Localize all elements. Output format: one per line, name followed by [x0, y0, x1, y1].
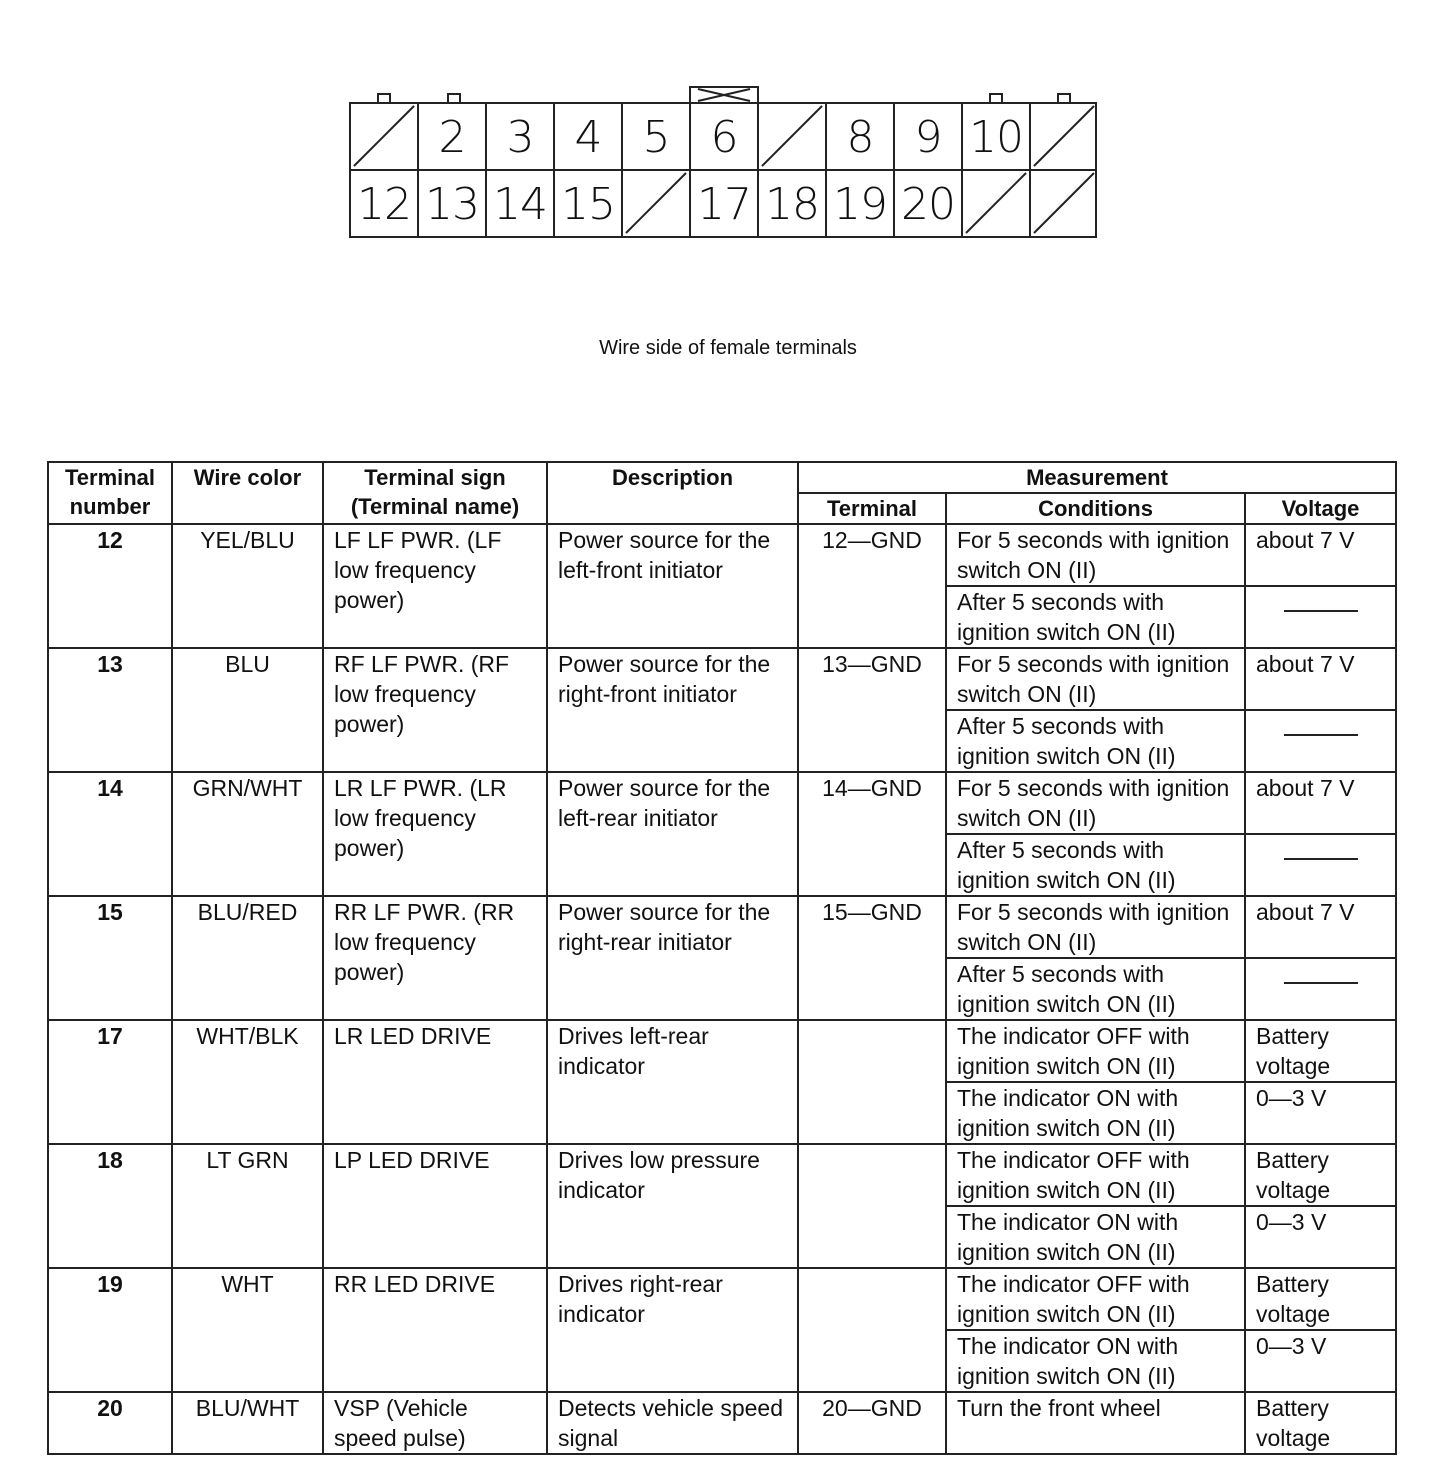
cell-voltage: about 7 V [1245, 524, 1396, 586]
header-wire-color: Wire color [172, 462, 323, 524]
table-row [48, 896, 1396, 958]
cell-terminal: 14—GND [798, 772, 946, 896]
header-terminal-sign: Terminal sign (Terminal name) [323, 462, 547, 524]
cell-voltage-none [1245, 586, 1396, 648]
cell-voltage: about 7 V [1245, 772, 1396, 834]
pin-13: 13 [425, 179, 479, 230]
pin-19: 19 [833, 179, 887, 230]
pin-15: 15 [561, 179, 615, 230]
cell-voltage: 0—3 V [1245, 1206, 1396, 1268]
header-description: Description [547, 462, 798, 524]
pin-14: 14 [493, 179, 547, 230]
cell-voltage: about 7 V [1245, 648, 1396, 710]
cell-description: Power source for the left-rear initiator [547, 772, 798, 896]
cell-terminal-number: 19 [48, 1268, 172, 1392]
cell-wire-color: BLU/RED [172, 896, 323, 1020]
table-row [48, 1392, 1396, 1454]
cell-condition: The indicator ON with ignition switch ON (II) [946, 1330, 1245, 1392]
cell-wire-color: BLU [172, 648, 323, 772]
table-row [48, 1268, 1396, 1330]
cell-terminal-sign: LP LED DRIVE [323, 1144, 547, 1268]
cell-wire-color: LT GRN [172, 1144, 323, 1268]
cell-condition: For 5 seconds with ignition switch ON (II) [946, 524, 1245, 586]
cell-wire-color: WHT [172, 1268, 323, 1392]
cell-terminal [798, 1144, 946, 1268]
cell-condition: The indicator ON with ignition switch ON (II) [946, 1082, 1245, 1144]
cell-terminal [798, 1268, 946, 1392]
cell-terminal-number: 12 [48, 524, 172, 648]
cell-wire-color: BLU/WHT [172, 1392, 323, 1454]
header-terminal: Terminal [798, 493, 946, 524]
cell-terminal: 15—GND [798, 896, 946, 1020]
cell-terminal-number: 14 [48, 772, 172, 896]
pin-10: 10 [969, 112, 1023, 163]
connector-caption: Wire side of female terminals [599, 337, 857, 359]
terminal-table [47, 461, 1397, 1455]
cell-terminal: 12—GND [798, 524, 946, 648]
cell-terminal-sign: RF LF PWR. (RF low frequency power) [323, 648, 547, 772]
table-row [48, 1144, 1396, 1206]
dash-line [1284, 858, 1358, 860]
cell-condition: The indicator OFF with ignition switch ON (II) [946, 1020, 1245, 1082]
cell-condition: The indicator ON with ignition switch ON (II) [946, 1206, 1245, 1268]
cell-terminal-number: 17 [48, 1020, 172, 1144]
pin-20: 20 [901, 179, 955, 230]
table-row [48, 524, 1396, 586]
cell-description: Detects vehicle speed signal [547, 1392, 798, 1454]
cell-terminal-sign: RR LF PWR. (RR low frequency power) [323, 896, 547, 1020]
cell-terminal-sign: RR LED DRIVE [323, 1268, 547, 1392]
cell-condition: The indicator OFF with ignition switch ON (II) [946, 1144, 1245, 1206]
cell-condition: After 5 seconds with ignition switch ON (II) [946, 586, 1245, 648]
cell-description: Power source for the left-front initiator [547, 524, 798, 648]
cell-condition: For 5 seconds with ignition switch ON (II) [946, 772, 1245, 834]
cell-terminal-sign: LF LF PWR. (LF low frequency power) [323, 524, 547, 648]
cell-terminal-number: 13 [48, 648, 172, 772]
cell-terminal-sign: LR LF PWR. (LR low frequency power) [323, 772, 547, 896]
cell-terminal-number: 18 [48, 1144, 172, 1268]
connector-diagram [348, 84, 1100, 244]
cell-voltage: Battery voltage [1245, 1144, 1396, 1206]
cell-terminal: 20—GND [798, 1392, 946, 1454]
cell-terminal: 13—GND [798, 648, 946, 772]
dash-line [1284, 982, 1358, 984]
cell-voltage-none [1245, 834, 1396, 896]
cell-wire-color: GRN/WHT [172, 772, 323, 896]
cell-voltage: 0—3 V [1245, 1330, 1396, 1392]
cell-voltage: Battery voltage [1245, 1020, 1396, 1082]
cell-condition: After 5 seconds with ignition switch ON (II) [946, 710, 1245, 772]
pin-17: 17 [697, 179, 751, 230]
cell-description: Drives left-rear indicator [547, 1020, 798, 1144]
pin-3: 3 [506, 112, 534, 163]
pin-4: 4 [574, 112, 602, 163]
pin-6: 6 [710, 112, 738, 163]
cell-terminal-number: 15 [48, 896, 172, 1020]
table-row [48, 648, 1396, 710]
table-body [48, 524, 1396, 1454]
cell-condition: After 5 seconds with ignition switch ON (II) [946, 834, 1245, 896]
dash-line [1284, 610, 1358, 612]
cell-terminal-sign: VSP (Vehicle speed pulse) [323, 1392, 547, 1454]
cell-description: Power source for the right-rear initiator [547, 896, 798, 1020]
pin-8: 8 [846, 112, 874, 163]
pin-18: 18 [765, 179, 819, 230]
cell-terminal-sign: LR LED DRIVE [323, 1020, 547, 1144]
header-voltage: Voltage [1245, 493, 1396, 524]
dash-line [1284, 734, 1358, 736]
header-measurement: Measurement [798, 462, 1396, 493]
header-terminal-number: Terminal number [48, 462, 172, 524]
cell-condition: The indicator OFF with ignition switch ON (II) [946, 1268, 1245, 1330]
pin-9: 9 [914, 112, 942, 163]
cell-wire-color: YEL/BLU [172, 524, 323, 648]
table-row [48, 772, 1396, 834]
cell-terminal [798, 1020, 946, 1144]
cell-description: Power source for the right-front initiator [547, 648, 798, 772]
cell-condition: For 5 seconds with ignition switch ON (II) [946, 896, 1245, 958]
cell-voltage: Battery voltage [1245, 1268, 1396, 1330]
cell-description: Drives low pressure indicator [547, 1144, 798, 1268]
pin-12: 12 [357, 179, 411, 230]
cell-voltage-none [1245, 710, 1396, 772]
cell-voltage-none [1245, 958, 1396, 1020]
cell-condition: Turn the front wheel [946, 1392, 1245, 1454]
cell-condition: After 5 seconds with ignition switch ON (II) [946, 958, 1245, 1020]
cell-terminal-number: 20 [48, 1392, 172, 1454]
cell-voltage: Battery voltage [1245, 1392, 1396, 1454]
cell-description: Drives right-rear indicator [547, 1268, 798, 1392]
cell-wire-color: WHT/BLK [172, 1020, 323, 1144]
cell-voltage: about 7 V [1245, 896, 1396, 958]
cell-condition: For 5 seconds with ignition switch ON (II) [946, 648, 1245, 710]
cell-voltage: 0—3 V [1245, 1082, 1396, 1144]
pin-2: 2 [438, 112, 466, 163]
table-row [48, 1020, 1396, 1082]
header-conditions: Conditions [946, 493, 1245, 524]
pin-5: 5 [642, 112, 670, 163]
